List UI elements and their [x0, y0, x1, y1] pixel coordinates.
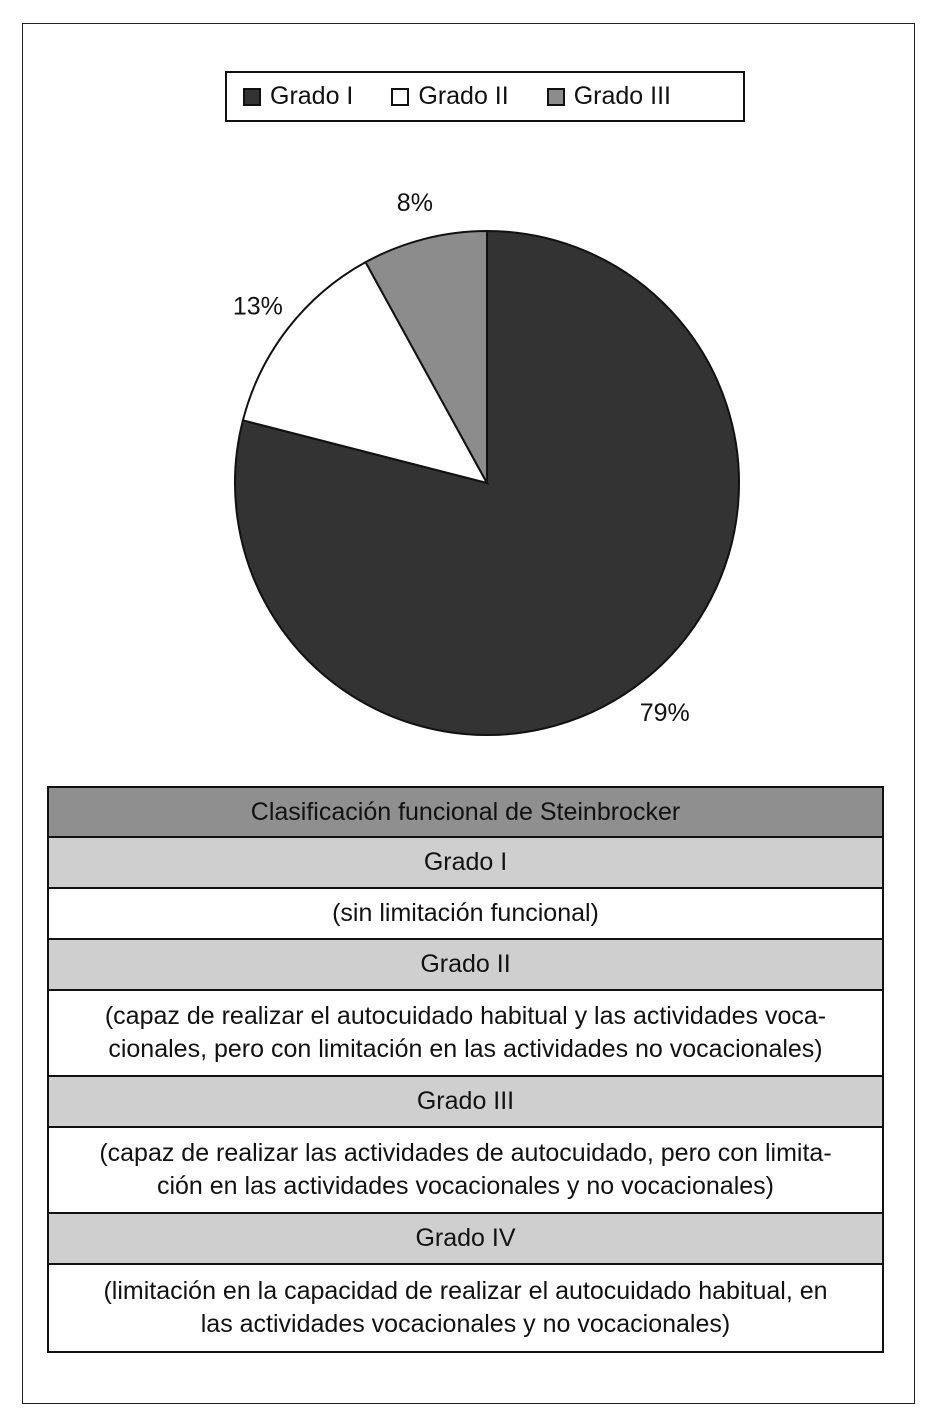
table-row-grade [49, 1214, 882, 1265]
description-line: cionales, pero con limitación en las actividades no vocacionales) [108, 1035, 823, 1063]
description-line: (capaz de realizar las actividades de autocuidado, pero con limita- [99, 1139, 832, 1167]
table-header [49, 788, 882, 838]
table-row-grade [49, 940, 882, 991]
table-row-description [49, 991, 882, 1077]
description-line: (limitación en la capacidad de realizar el autocuidado habitual, en [103, 1277, 828, 1305]
table-header-text: Clasificación funcional de Steinbrocker [250, 797, 681, 826]
legend-label-grado-i: Grado I [270, 82, 354, 110]
table-row-description [49, 1128, 882, 1214]
description-line: las actividades vocacionales y no vocacionales) [200, 1310, 731, 1338]
legend-label-grado-iii: Grado III [573, 82, 671, 110]
grade-description [105, 1000, 826, 1066]
steinbrocker-table [47, 786, 884, 1353]
grade-label: Grado I [423, 848, 508, 876]
table-row-grade [49, 1077, 882, 1128]
grade-description [103, 1275, 827, 1341]
legend-label-grado-ii: Grado II [418, 82, 509, 110]
pie-data-label: 8% [396, 189, 433, 218]
grade-description [99, 1137, 831, 1203]
table-row-grade [49, 838, 882, 889]
grade-label: Grado IV [415, 1224, 516, 1252]
grade-description: (sin limitación funcional) [332, 899, 599, 927]
pie-data-label: 13% [232, 292, 283, 321]
grade-label: Grado III [416, 1087, 515, 1115]
table-row-description [49, 889, 882, 940]
description-line: (capaz de realizar el autocuidado habitual y las actividades voca- [104, 1002, 827, 1030]
description-line: ción en las actividades vocacionales y no vocacionales) [156, 1172, 774, 1200]
pie-data-label: 79% [639, 699, 690, 728]
grade-label: Grado II [420, 950, 511, 978]
table-row-description [49, 1265, 882, 1351]
